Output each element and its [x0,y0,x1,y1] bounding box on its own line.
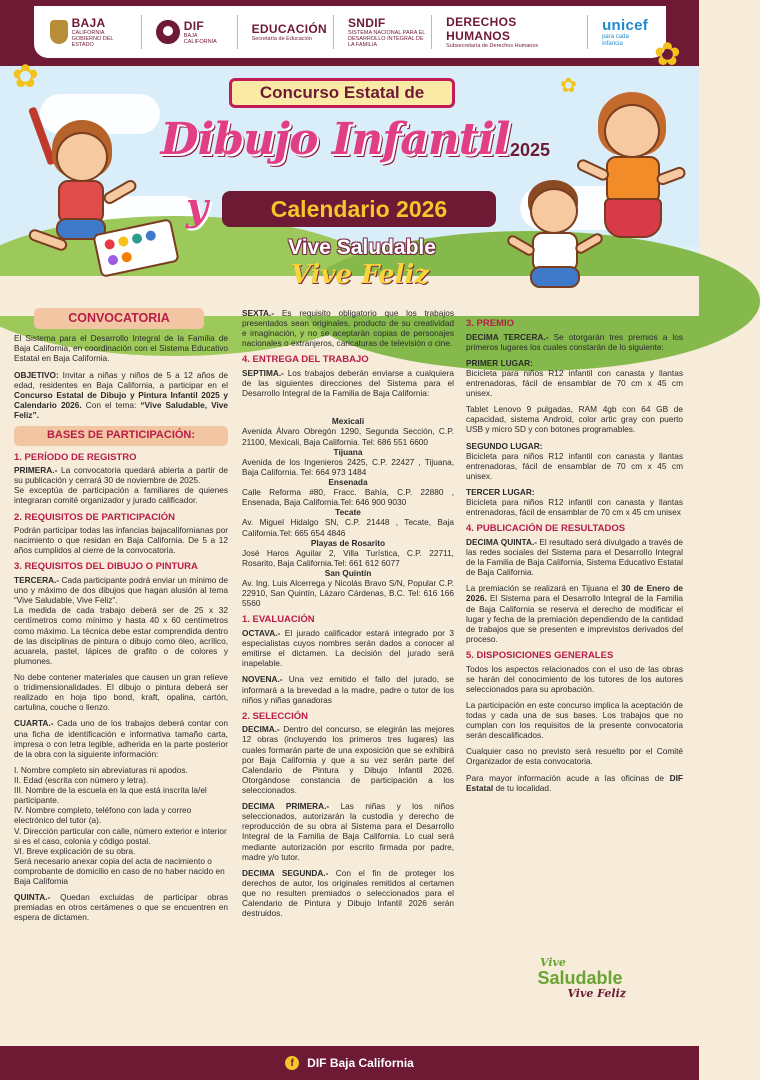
decima-segunda-text: DECIMA SEGUNDA.- Con el fin de proteger los derechos de autor, los originales remitidos al certamen que no resulten premiados o seleccionados para el Calendario de Pintura y Dibujo Infantil 2026 serán destruidos. [242,867,455,919]
flower-icon: ✿ [12,58,39,94]
footer [0,1046,699,1080]
section-heading: 1. PERÍODO DE REGISTRO [14,451,137,463]
tercera-text: TERCERA.- Cada participante podrá enviar un mínimo de uno y máximo de dos dibujos que hagan alusión al tema “Vive Saludable, Vive Feliz”. La medida de cada trabajo deberá ser de 25 x 32 centímetros como mínimo y hasta 40 x 60 centímetros como máximo. La técnica debe estar comprendida dentro de las disciplinas de pintura o dibujo como óleo, acrílico, acuarela, pastel, lápices de grafito o de colores y plumones. [14,575,228,666]
hero-conjunction: y [186,184,209,229]
hero-year: 2025 [510,140,551,160]
decima-quinta-text: DECIMA QUINTA.- El resultado será divulgado a través de las redes sociales del Sistema para el Desarrollo Integral de la Familia de Baja California, Sistema Educativo Estatal de Baja California. [466,536,683,578]
section-heading: 2. REQUISITOS DE PARTICIPACIÓN [14,511,175,523]
primer-lugar-extra: Tablet Lenovo 9 pulgadas, RAM 4gb con 64 GB de capacidad, sistema Android, color artic gray con puerto USB y micro SD y con botones programables. [466,404,683,435]
column-1 [14,308,228,929]
tercer-lugar: TERCER LUGAR: Bicicleta para niños R12 infantil con canasta y llantas entrenadoras, fácil de ensamblar de 70 cm x 45 cm unisex [466,487,683,518]
segundo-lugar: SEGUNDO LUGAR: Bicicleta para niños R12 infantil con canasta y llantas entrenadoras, fácil de ensamblar de 70 cm x 45 cm unisex. [466,440,683,481]
objetivo: OBJETIVO: Invitar a niñas y niños de 5 a 12 años de edad, residentes en Baja California, a participar en el Concurso Estatal de Dibujo y Pintura Infantil 2025 y Calendario 2026. Con el tema: “Vive Saludable, Vive Feliz”. [14,369,228,421]
hero-banner [0,36,699,310]
primera-text: PRIMERA.- La convocatoria quedará abierta a partir de su publicación y cerrará 30 de noviembre de 2025. Se exceptúa de participación a familiares de quienes integraran comité organizador y jurado calificador. [14,465,228,506]
office-city: Ensenada [328,477,368,487]
vive-saludable-logo: Vive Saludable Vive Feliz [537,956,626,1000]
disposiciones-2: La participación en este concurso implica la aceptación de todas y cada una de sus bases. Los trabajos que no cumplan con los requisitos de la presente convocatoria serán descalificados. [466,699,683,741]
cuarta-text: CUARTA.- Cada uno de los trabajos deberá contar con una ficha de identificación e informativa tamaño carta, impresa o con letra legible, adherida en la parte posterior de la obra con la siguiente información: [14,718,228,759]
office-address: Av. Ing. Luis Alcerrega y Nicolás Bravo S/N, Popular C.P. 22910, San Quintín, Lázaro Cárdenas, B.C. Tel: 616 166 5560 [242,578,454,609]
primer-lugar: PRIMER LUGAR: Bicicleta para niños R12 infantil con canasta y llantas entrenadoras, fácil de ensamblar de 70 cm x 45 cm unisex. [466,357,683,399]
office-address: Avenida Álvaro Obregón 1290, Segunda Sección, C.P. 21100, Mexicali, Baja California. Tel: 686 551 6600 [242,426,454,447]
novena-text: NOVENA.- Una vez emitido el fallo del jurado, se informará a la brevedad a la madre, padre o tutor de los niños y niñas ganadoras [242,674,454,705]
materiales-text: No debe contener materiales que causen un gran relieve o tridimensionalidades. El dibujo o pintura deberá ser realizado en hoja tipo bond, kraft, opalina, cartón, cartulina, couche o lienzo. [14,672,228,713]
requisitos-text: Podrán participar todas las infancias bajacalifornianas por nacimiento o que residan en Baja California. De 5 a 12 años cumplidos al cierre de la convocatoria. [14,525,228,556]
flower-icon: ✿ [654,36,681,72]
facebook-page-link[interactable]: DIF Baja California [307,1056,414,1070]
quinta-text: QUINTA.- Quedan excluidas de participar obras premiadas en otros certámenes o que se encuentren en espera de dictamen. [14,892,228,923]
septima-text: SEPTIMA.- Los trabajos deberán enviarse a cualquiera de las siguientes direcciones del Sistema para el Desarrollo Integral de la Familia de Baja California: [242,368,454,399]
section-heading: 4. ENTREGA DEL TRABAJO [242,354,369,366]
premiacion-text: La premiación se realizará en Tijuana el 30 de Enero de 2026. El Sistema para el Desarrollo Integral de la Familia de Baja California se reserva el derecho de modificar el lugar y fecha de la premiación dependiendo de la cantidad de trabajos que se presenten e imprevistos derivados del proceso. [466,583,684,644]
logo-dif: DIF BAJA CALIFORNIA [150,15,237,49]
octava-text: OCTAVA.- El jurado calificador estará integrado por 3 especialistas cuyos nombres serán dados a conocer al emitirse el dictamen. La decisión del jurado será inapelable. [242,628,454,669]
section-heading: 3. PREMIO [466,318,515,329]
office-address: José Haros Aguilar 2, Villa Turística, C.P. 22711, Rosarito, Baja California.Tel: 661 612 6077 [242,547,454,568]
logo-strip [34,6,666,58]
office-city: Tijuana [333,446,363,457]
hero-slogan-2: Vive Feliz [290,260,430,290]
column-2 [242,308,454,924]
office-city: Tecate [335,507,361,518]
office-city: Playas de Rosarito [310,537,386,548]
flower-icon: ✿ [560,75,577,97]
contact-text: Para mayor información acude a las oficinas de DIF Estatal de tu localidad. [466,772,683,793]
convocatoria-heading: CONVOCATORIA [34,308,204,329]
hero-calendar: Calendario 2026 [222,191,496,227]
office-address: Av. Miguel Hidalgo SN, C.P. 21448 , Tecate, Baja California.Tel: 665 654 4846 [242,517,454,538]
hero-subtitle: Concurso Estatal de [229,78,455,108]
decima-tercera-text: DECIMA TERCERA.- Se otorgarán tres premios a los primeros lugares los cuales constarán de lo siguiente: [466,331,683,352]
disposiciones-3: Cualquier caso no previsto será resuelto por el Comité Organizador de esta convocatoria. [466,746,683,767]
office-city: San Quintín [324,567,372,578]
office-city: Mexicali [331,416,365,427]
column-3 [466,308,683,799]
disposiciones-1: Todos los aspectos relacionados con el uso de las obras se harán del conocimiento de los tutores de los autores seleccionados para su aprobación. [466,663,683,694]
header-bar [0,0,699,66]
dif-icon [156,20,179,44]
decima-primera-text: DECIMA PRIMERA.- Las niñas y los niños seleccionados, autorizarán la custodia y derecho de reproducción de su obra al Sistema para el Desarrollo Integral de la Familia de Baja California. Lo cual será mediante autorización por escrito firmada por padre, madre y/o tutor. [242,801,454,862]
decima-text: DECIMA.- Dentro del concurso, se elegirán las mejores 12 obras (incluyendo los primeros tres lugares) las cuales formarán parte de una exposición que se exhibirá por Baja California y que a su vez serán parte del Calendario de Pintura y Dibujo Infantil 2026. Otorgándose constancia de participación a los seleccionados. [242,724,454,795]
logo-derechos-humanos: DERECHOS HUMANOS Subsecretaría de Derechos Humanos [440,15,588,49]
sexta-text: SEXTA.- Es requisito obligatorio que los trabajos presentados sean originales, producto de su creatividad e imaginación, y no se aceptarán copias de personajes nacionales o extranjeros, caricaturas de televisión o cine. [242,308,454,349]
section-heading: 3. REQUISITOS DEL DIBUJO O PINTURA [14,561,198,573]
logo-unicef: unicef para cada infancia [602,16,649,47]
section-heading: 5. DISPOSICIONES GENERALES [466,650,614,661]
logo-baja-california: BAJA CALIFORNIA GOBIERNO DEL ESTADO [44,15,142,49]
section-heading: 4. PUBLICACIÓN DE RESULTADOS [466,523,626,535]
facebook-icon[interactable]: f [285,1056,299,1070]
logo-educacion: EDUCACIÓN Secretaría de Educación [246,15,334,49]
logo-sndif: SNDIF SISTEMA NACIONAL PARA EL DESARROLLO INTEGRAL DE LA FAMILIA [342,15,432,49]
hero-title: Dibujo Infantil [160,114,510,165]
section-heading: 2. SELECCIÓN [242,710,308,722]
section-heading: 1. EVALUACIÓN [242,614,315,626]
boy-illustration [506,178,606,308]
office-address: Calle Reforma #80, Fracc. Bahía, C.P. 22880 , Ensenada, Baja California.Tel: 646 900 9030 [242,487,454,508]
intro-text: El Sistema para el Desarrollo Integral de la Familia de Baja California, en coordinación con el Sistema Educativo Estatal en Baja California. [14,333,228,364]
crest-icon [50,20,68,44]
office-address: Avenida de los Ingenieros 2425, C.P. 22427 , Tijuana, Baja California. Tel: 664 973 1484 [242,456,454,477]
convocatoria-body [14,308,685,1038]
hero-slogan-1: Vive Saludable [288,236,436,259]
ficha-list: I. Nombre completo sin abreviaturas ni apodos. II. Edad (escrita con número y letra). III. Nombre de la escuela en la que está inscrita la/el participante. IV. Nombre completo, teléfono con lada y correo electrónico del tutor (a). V. Dirección particular con calle, número exterior e interior si es el caso, colonia y código postal. VI. Breve explicación de su obra. Será necesario anexar copia del acta de nacimiento o comprobante de domicilio en caso de no haber nacido en Baja California [14,764,227,887]
bases-heading: BASES DE PARTICIPACIÓN: [14,426,228,445]
